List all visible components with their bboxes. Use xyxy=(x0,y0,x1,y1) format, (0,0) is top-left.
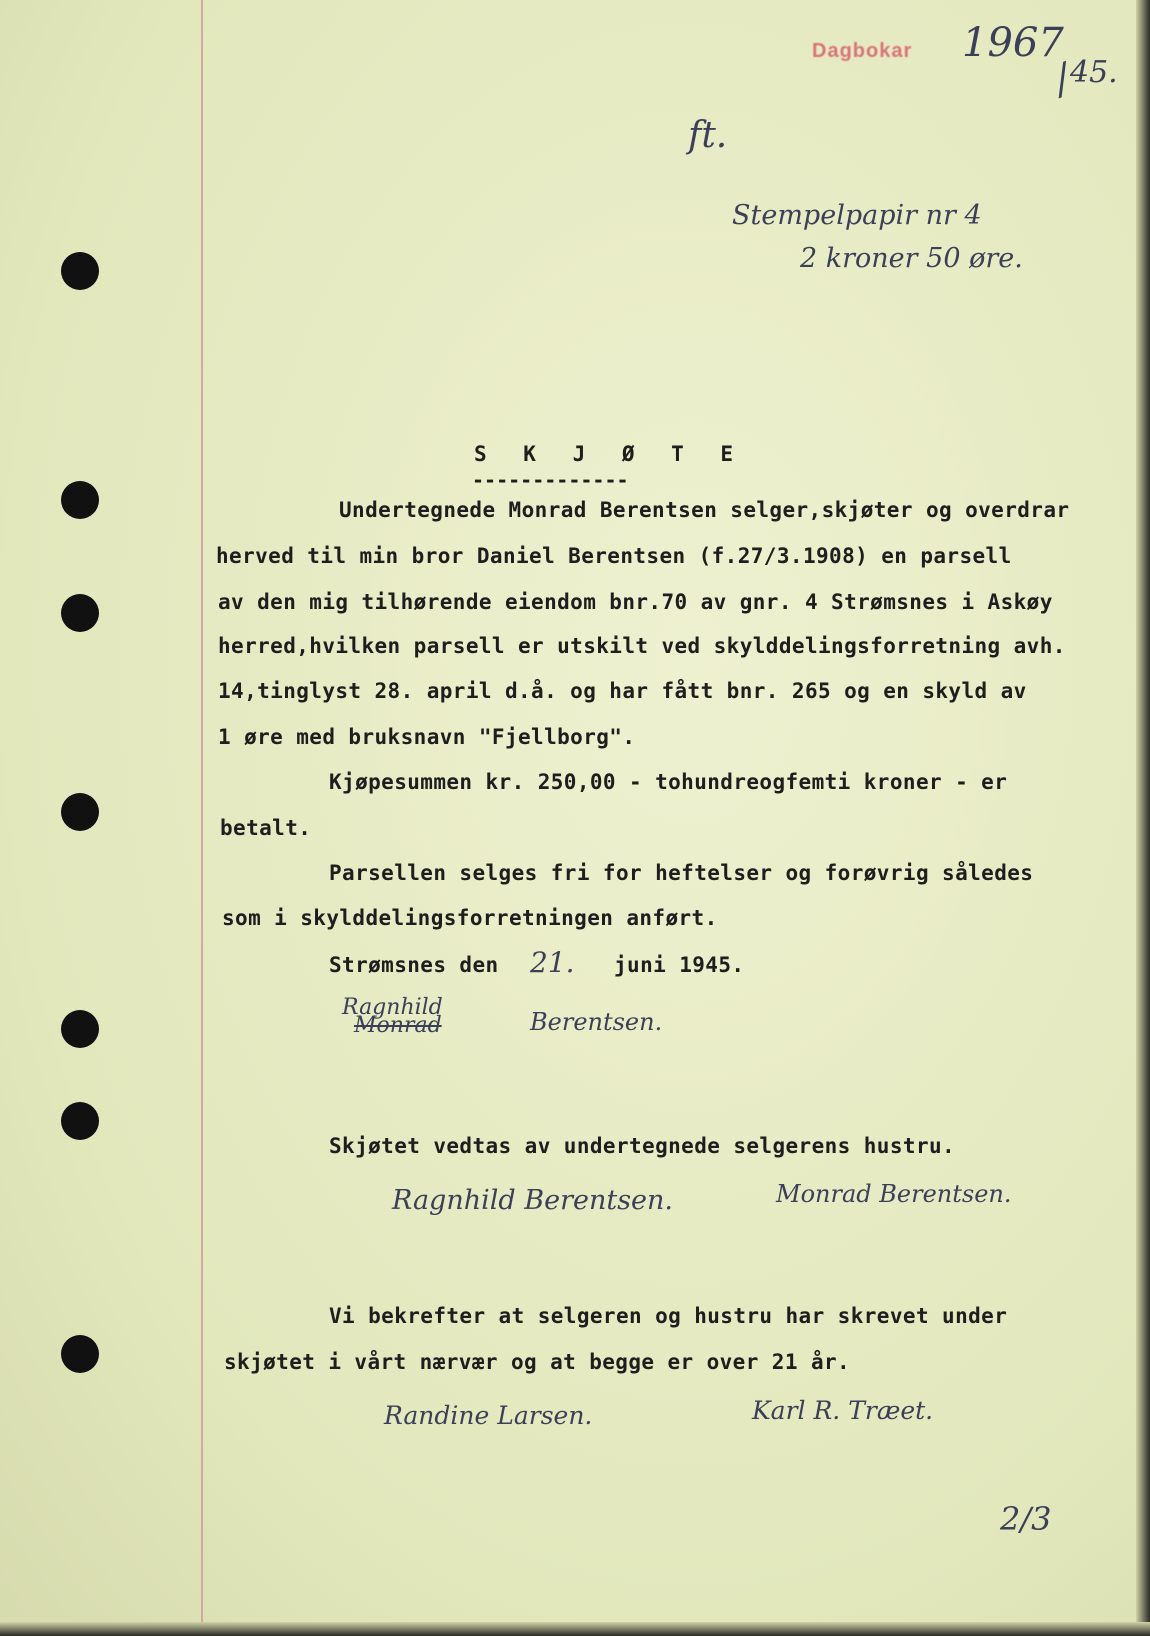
record-number: 1967 xyxy=(962,20,1064,66)
handwritten-mark: ft. xyxy=(688,115,728,156)
seller-signature-surname: Berentsen. xyxy=(530,1008,663,1036)
acceptance-statement: Skjøtet vedtas av undertegnede selgerens hustru. xyxy=(329,1134,956,1158)
witness-statement-line1: Vi bekrefter at selgeren og hustru har skrevet under xyxy=(329,1304,1008,1328)
stamp-paper-note-line2: 2 kroner 50 øre. xyxy=(800,243,1023,274)
punch-hole xyxy=(61,1102,99,1140)
punch-hole xyxy=(61,481,99,519)
page-mark: 2/3 xyxy=(1000,1500,1052,1538)
stamp-paper-note-line1: Stempelpapir nr 4 xyxy=(732,200,982,231)
body-line: herved til min bror Daniel Berentsen (f.27/3.1908) en parsell xyxy=(216,544,1012,568)
place-date-prefix: Strømsnes den xyxy=(329,953,499,977)
scan-edge-right xyxy=(1136,0,1150,1636)
seller-signature-struck: Monrad xyxy=(354,1013,442,1038)
punch-hole xyxy=(61,594,99,632)
record-year: 45. xyxy=(1070,55,1118,90)
place-date-suffix: juni 1945. xyxy=(614,953,745,977)
dagbok-stamp: Dagbokar xyxy=(812,40,913,62)
place-date-day: 21. xyxy=(530,946,575,979)
body-line: som i skylddelingsforretningen anført. xyxy=(222,906,718,930)
scan-edge-bottom xyxy=(0,1622,1150,1636)
body-line: av den mig tilhørende eiendom bnr.70 av gnr. 4 Strømsnes i Askøy xyxy=(218,590,1053,614)
acceptance-signature-wife: Ragnhild Berentsen. xyxy=(392,1185,673,1216)
title-rule: ------------- xyxy=(472,468,629,492)
body-line: 1 øre med bruksnavn "Fjellborg". xyxy=(218,725,636,749)
witness-signature-2: Karl R. Træet. xyxy=(752,1396,934,1425)
record-slash: / xyxy=(1048,55,1077,104)
body-line: herred,hvilken parsell er utskilt ved skylddelingsforretning avh. xyxy=(218,634,1066,658)
acceptance-signature-seller: Monrad Berentsen. xyxy=(776,1180,1012,1208)
body-line: Parsellen selges fri for heftelser og forøvrig således xyxy=(329,861,1034,885)
margin-line xyxy=(201,0,203,1636)
punch-hole xyxy=(61,793,99,831)
punch-hole xyxy=(61,1335,99,1373)
witness-signature-1: Randine Larsen. xyxy=(384,1401,593,1430)
body-line: Undertegnede Monrad Berentsen selger,skjøter og overdrar xyxy=(339,498,1070,522)
document-title: S K J Ø T E xyxy=(474,442,746,466)
body-line: Kjøpesummen kr. 250,00 - tohundreogfemti kroner - er xyxy=(329,770,1008,794)
body-line: betalt. xyxy=(220,816,312,840)
punch-hole xyxy=(61,252,99,290)
witness-statement-line2: skjøtet i vårt nærvær og at begge er over 21 år. xyxy=(224,1350,851,1374)
body-line: 14,tinglyst 28. april d.å. og har fått bnr. 265 og en skyld av xyxy=(218,679,1027,703)
seller-signature-insert: Ragnhild xyxy=(342,995,443,1020)
punch-hole xyxy=(61,1010,99,1048)
